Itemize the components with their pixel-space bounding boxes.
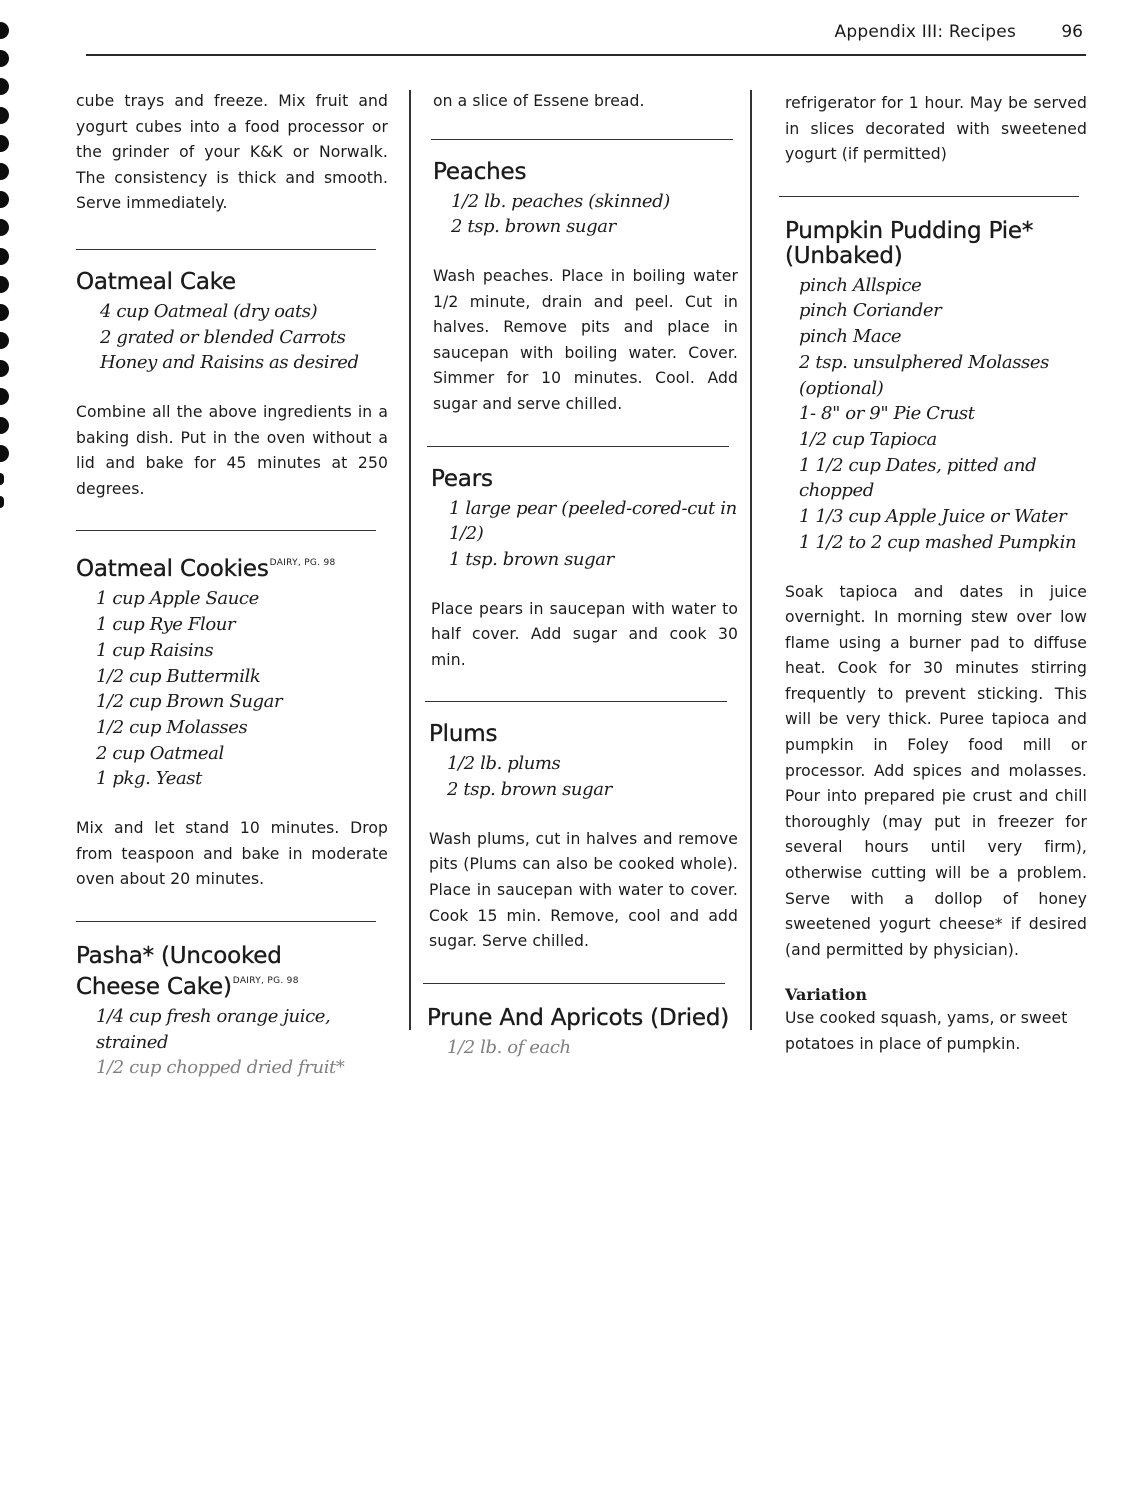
ingredient-list bbox=[96, 586, 388, 792]
ingredient: 1/2 cup Buttermilk bbox=[96, 665, 261, 687]
recipe-oatmeal-cake bbox=[76, 270, 388, 502]
ingredient: 1 large pear (peeled-cored-cut in 1/2) bbox=[449, 497, 737, 545]
recipe-pumpkin-pudding-pie bbox=[785, 219, 1087, 1058]
column-right bbox=[775, 80, 1087, 1054]
binding-hole bbox=[0, 163, 9, 180]
ingredient-list bbox=[447, 1035, 738, 1061]
section-divider bbox=[431, 139, 733, 140]
ingredient: 1 pkg. Yeast bbox=[96, 768, 202, 790]
ingredient: 1/2 cup Brown Sugar bbox=[96, 691, 283, 713]
section-divider bbox=[76, 249, 376, 250]
ingredient: 1 1/2 to 2 cup mashed Pumpkin bbox=[799, 531, 1077, 553]
binding-hole bbox=[0, 276, 9, 293]
ingredient: 1/2 cup Molasses bbox=[96, 716, 248, 738]
binding-hole bbox=[0, 219, 9, 236]
recipe-plums bbox=[429, 722, 738, 954]
section-divider bbox=[427, 446, 729, 447]
ingredient-list bbox=[449, 496, 738, 573]
recipe-pasha bbox=[76, 944, 388, 1081]
ingredient: 1 cup Raisins bbox=[96, 639, 214, 661]
binding-hole bbox=[0, 332, 9, 349]
binding-hole bbox=[0, 388, 9, 405]
ingredient: Honey and Raisins as desired bbox=[100, 352, 359, 374]
ingredient: 2 tsp. brown sugar bbox=[451, 216, 616, 238]
column-left bbox=[76, 80, 388, 1079]
binding-hole bbox=[0, 417, 9, 434]
ingredient: pinch Mace bbox=[799, 326, 902, 348]
ingredient-list bbox=[799, 273, 1087, 556]
ingredient: 1/2 lb. of each bbox=[447, 1036, 571, 1058]
page-header bbox=[86, 20, 1086, 56]
running-title: Appendix III: Recipes bbox=[834, 22, 1016, 42]
recipe-title: Pears bbox=[431, 465, 493, 492]
ingredient-list bbox=[96, 1004, 388, 1081]
page-number: 96 bbox=[1061, 22, 1083, 42]
ingredient: 1- 8" or 9" Pie Crust bbox=[799, 403, 975, 425]
variation-text: Use cooked squash, yams, or sweet potatoes in place of pumpkin. bbox=[785, 1009, 1068, 1054]
binding-hole bbox=[0, 496, 4, 508]
binding-hole bbox=[0, 191, 9, 208]
ingredient: 1 tsp. brown sugar bbox=[449, 548, 614, 570]
recipe-title bbox=[76, 551, 388, 582]
continued-text: cube trays and freeze. Mix fruit and yogurt cubes into a food processor or the grinder of your K&K or Norwalk. The consistency is thick and smooth. Serve immediately. bbox=[76, 92, 388, 213]
section-divider bbox=[76, 921, 376, 922]
binding-hole bbox=[0, 360, 9, 377]
ingredient: 1 cup Rye Flour bbox=[96, 614, 236, 636]
directions: Wash peaches. Place in boiling water 1/2 minute, drain and peel. Cut in halves. Remove pits and place in saucepan with boiling water. Cover. Simmer for 10 minutes. Cool. Add sugar and serve chilled. bbox=[433, 267, 738, 413]
column-middle bbox=[423, 80, 738, 1058]
section-divider bbox=[76, 530, 376, 531]
binding-hole bbox=[0, 248, 9, 265]
ingredient: pinch Coriander bbox=[799, 300, 942, 322]
recipe-title-line: Cheese Cake) bbox=[76, 973, 232, 1000]
ingredient-list bbox=[447, 751, 738, 802]
spiral-binding bbox=[0, 22, 12, 519]
recipe-pears bbox=[431, 467, 738, 674]
binding-hole bbox=[0, 445, 9, 462]
ingredient-list bbox=[451, 189, 738, 240]
directions: Place pears in saucepan with water to half cover. Add sugar and cook 30 min. bbox=[431, 599, 738, 669]
variation-heading: Variation bbox=[785, 985, 867, 1005]
ingredient: 2 cup Oatmeal bbox=[96, 742, 224, 764]
recipe-title-line: Pumpkin Pudding Pie* bbox=[785, 217, 1034, 244]
section-divider bbox=[425, 701, 727, 702]
directions: Wash plums, cut in halves and remove pits (Plums can also be cooked whole). Place in saucepan with water to cover. Cook 15 min. Remove, cool and add sugar. Serve chilled. bbox=[429, 829, 738, 951]
binding-hole bbox=[0, 78, 9, 95]
recipe-title-line: Pasha* (Uncooked bbox=[76, 942, 282, 969]
ingredient: 2 tsp. unsulphered Molasses (optional) bbox=[799, 351, 1049, 399]
ingredient: 2 grated or blended Carrots bbox=[100, 326, 346, 348]
ingredient: 1/4 cup fresh orange juice, strained bbox=[96, 1005, 331, 1053]
section-divider bbox=[423, 983, 725, 984]
continued-text: refrigerator for 1 hour. May be served in slices decorated with sweetened yogurt (if permitted) bbox=[785, 94, 1087, 164]
ingredient: 1/2 cup chopped dried fruit* bbox=[96, 1057, 345, 1079]
binding-hole bbox=[0, 304, 9, 321]
recipe-title: Peaches bbox=[433, 158, 527, 185]
recipe-oatmeal-cookies bbox=[76, 551, 388, 892]
binding-hole bbox=[0, 135, 9, 152]
binding-hole bbox=[0, 50, 9, 67]
binding-hole bbox=[0, 473, 4, 485]
recipe-title bbox=[785, 219, 1087, 269]
ingredient: 1 cup Apple Sauce bbox=[96, 588, 259, 610]
binding-hole bbox=[0, 107, 9, 124]
cross-reference: DAIRY, PG. 98 bbox=[232, 975, 299, 986]
cross-reference: DAIRY, PG. 98 bbox=[269, 558, 336, 569]
section-divider bbox=[779, 196, 1079, 197]
directions: Combine all the above ingredients in a baking dish. Put in the oven without a lid and bake for 45 minutes at 250 degrees. bbox=[76, 403, 388, 498]
directions: Soak tapioca and dates in juice overnight. In morning stew over low flame using a burner pad to diffuse heat. Cook for 30 minutes stirring frequently to prevent sticking. This will be very thick. Puree tapioca and pumpkin in Foley food mill or processor. Add spices and molasses. Pour into prepared pie crust and chill thoroughly (may put in freezer for several hours until very firm), otherwise cutting will be a problem. Serve with a dollop of honey sweetened yogurt cheese* if desired (and permitted by physician). bbox=[785, 582, 1087, 959]
recipe-title: Oatmeal Cake bbox=[76, 268, 236, 295]
recipe-title-line: (Unbaked) bbox=[785, 242, 903, 269]
ingredient: 1/2 lb. plums bbox=[447, 753, 561, 775]
continued-text: on a slice of Essene bread. bbox=[433, 92, 645, 110]
recipe-title bbox=[76, 944, 388, 1000]
column-divider bbox=[409, 90, 411, 1030]
directions: Mix and let stand 10 minutes. Drop from teaspoon and bake in moderate oven about 20 minutes. bbox=[76, 819, 388, 889]
recipe-prune-apricots bbox=[427, 1006, 738, 1061]
ingredient: 4 cup Oatmeal (dry oats) bbox=[100, 300, 318, 322]
ingredient: 2 tsp. brown sugar bbox=[447, 779, 612, 801]
ingredient: pinch Allspice bbox=[799, 274, 922, 296]
recipe-title: Plums bbox=[429, 721, 498, 748]
binding-hole bbox=[0, 22, 9, 39]
recipe-title: Prune And Apricots (Dried) bbox=[427, 1004, 730, 1031]
recipe-title-text: Oatmeal Cookies bbox=[76, 556, 269, 583]
ingredient: 1 1/3 cup Apple Juice or Water bbox=[799, 506, 1067, 528]
recipe-peaches bbox=[433, 160, 738, 418]
ingredient: 1 1/2 cup Dates, pitted and chopped bbox=[799, 454, 1037, 502]
ingredient-list bbox=[100, 299, 388, 376]
ingredient: 1/2 cup Tapioca bbox=[799, 429, 937, 450]
ingredient: 1/2 lb. peaches (skinned) bbox=[451, 190, 670, 212]
column-divider bbox=[750, 90, 752, 1030]
